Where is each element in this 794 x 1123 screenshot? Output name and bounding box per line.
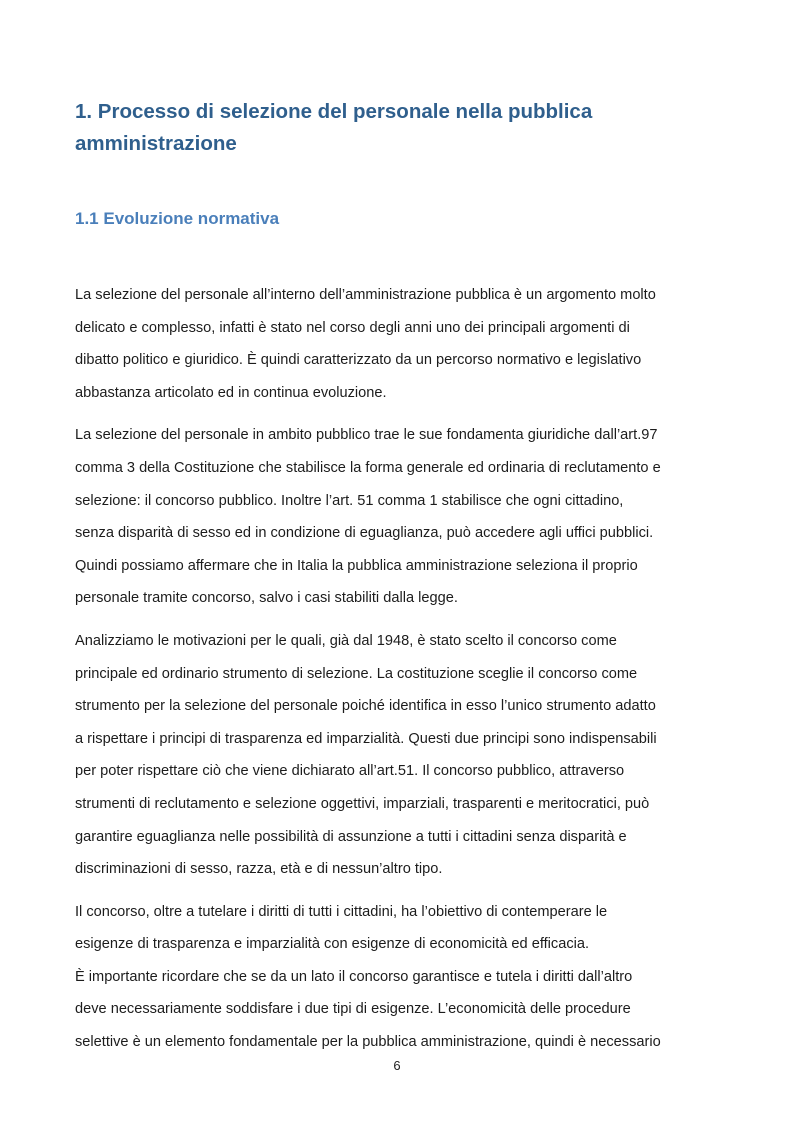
paragraph-line: deve necessariamente soddisfare i due tipi di esigenze. L’economicità delle procedure [75,1001,631,1018]
paragraph-line: senza disparità di sesso ed in condizione di eguaglianza, può accedere agli uffici pubblici. [75,525,654,542]
paragraph-line: a rispettare i principi di trasparenza ed imparzialità. Questi due principi sono indispensabili [75,730,657,747]
paragraph-line: personale tramite concorso, salvo i casi stabiliti dalla legge. [75,590,458,607]
paragraph-line: delicato e complesso, infatti è stato nel corso degli anni uno dei principali argomenti di [75,319,630,336]
paragraph-line: È importante ricordare che se da un lato il concorso garantisce e tutela i diritti dall’altro [75,968,633,985]
body-text [75,279,725,1069]
paragraph-line: principale ed ordinario strumento di selezione. La costituzione sceglie il concorso come [75,665,638,682]
section-heading: 1.1 Evoluzione normativa [75,209,280,228]
paragraph-1 [75,279,725,409]
paragraph-2 [75,419,725,615]
paragraph-line: selezione: il concorso pubblico. Inoltre l’art. 51 comma 1 stabilisce che ogni cittadino, [75,492,624,509]
paragraph-line: comma 3 della Costituzione che stabilisce la forma generale ed ordinaria di reclutamento e [75,459,661,476]
paragraph-4 [75,896,725,1059]
page-number: 6 [393,1058,401,1073]
paragraph-line: garantire eguaglianza nelle possibilità di assunzione a tutti i cittadini senza disparità e [75,828,627,845]
paragraph-line: discriminazioni di sesso, razza, età e di nessun’altro tipo. [75,861,443,878]
paragraph-line: La selezione del personale all’interno dell’amministrazione pubblica è un argomento molto [75,287,656,303]
paragraph-line: esigenze di trasparenza e imparzialità con esigenze di economicità ed efficacia. [75,936,590,953]
paragraph-line: Il concorso, oltre a tutelare i diritti di tutti i cittadini, ha l’obiettivo di contemperare le [75,903,608,920]
paragraph-line: selettive è un elemento fondamentale per la pubblica amministrazione, quindi è necessario [75,1034,661,1051]
paragraph-line: abbastanza articolato ed in continua evoluzione. [75,384,387,401]
paragraph-line: strumenti di reclutamento e selezione oggettivi, imparziali, trasparenti e meritocratici, può [75,795,650,812]
paragraph-line: La selezione del personale in ambito pubblico trae le sue fondamenta giuridiche dall’art.97 [75,427,658,444]
paragraph-line: Quindi possiamo affermare che in Italia la pubblica amministrazione seleziona il proprio [75,557,638,574]
paragraph-line: dibatto politico e giuridico. È quindi caratterizzato da un percorso normativo e legislativo [75,352,642,369]
chapter-heading: 1. Processo di selezione del personale nella pubblica amministrazione [75,100,593,155]
paragraph-line: Analizziamo le motivazioni per le quali, già dal 1948, è stato scelto il concorso come [75,632,617,649]
paragraph-line: strumento per la selezione del personale poiché identifica in esso l’unico strumento adatto [75,698,656,715]
paragraph-3 [75,625,725,886]
paragraph-line: per poter rispettare ciò che viene dichiarato all’art.51. Il concorso pubblico, attraverso [75,763,625,780]
